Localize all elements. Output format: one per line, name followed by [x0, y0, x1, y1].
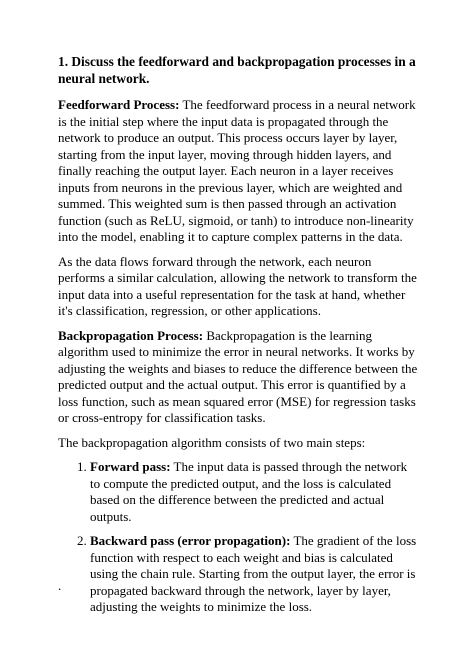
backprop-text: Backpropagation is the learning algorithm used to minimize the error in neural networks. It works by adjusting the weights and biases to reduce the difference between the predicted output and the actual output. This error is quantified by a loss function, such as mean squared error (MSE) for regression tasks or cross-entropy for classification tasks. — [58, 327, 418, 425]
backprop-paragraph — [58, 328, 420, 427]
steps-intro: The backpropagation algorithm consists of two main steps: — [58, 434, 366, 450]
forward-pass-label: Forward pass: — [90, 459, 171, 474]
forward-pass-text: The input data is passed through the network to compute the predicted output, and the loss is calculated based on the difference between the predicted and actual outputs. — [90, 459, 408, 524]
feedforward-label: Feedforward Process: — [58, 97, 180, 112]
list-item-forward-pass — [90, 459, 420, 525]
trailing-mark: . — [58, 578, 62, 593]
backward-pass-label: Backward pass (error propagation): — [90, 533, 291, 548]
question-heading: 1. Discuss the feedforward and backpropagation processes in a neural network. — [58, 54, 416, 86]
backprop-label: Backpropagation Process: — [58, 327, 204, 343]
list-item-backward-pass — [90, 533, 420, 616]
steps-list — [58, 459, 420, 616]
flow-paragraph: As the data flows forward through the network, each neuron performs a similar calculation, allowing the network to transform the input data into a useful representation for the task at hand, whether it's classification, regression, or other applications. — [58, 253, 417, 318]
backward-pass-text: The gradient of the loss function with respect to each weight and bias is calculated using the chain rule. Starting from the output layer, the error is propagated backward through the network, layer by layer, adjusting the weights to minimize the loss. — [90, 533, 417, 614]
feedforward-paragraph — [58, 97, 420, 246]
document-page — [58, 53, 420, 624]
feedforward-text: The feedforward process in a neural network is the initial step where the input data is propagated through the network to produce an output. This process occurs layer by layer, starting from the input layer, moving through hidden layers, and finally reaching the output layer. Each neuron in a layer receives inputs from neurons in the previous layer, which are weighted and summed. This weighted sum is then passed through an activation function (such as ReLU, sigmoid, or tanh) to introduce non-linearity into the model, enabling it to capture complex patterns in the data. — [58, 97, 416, 244]
